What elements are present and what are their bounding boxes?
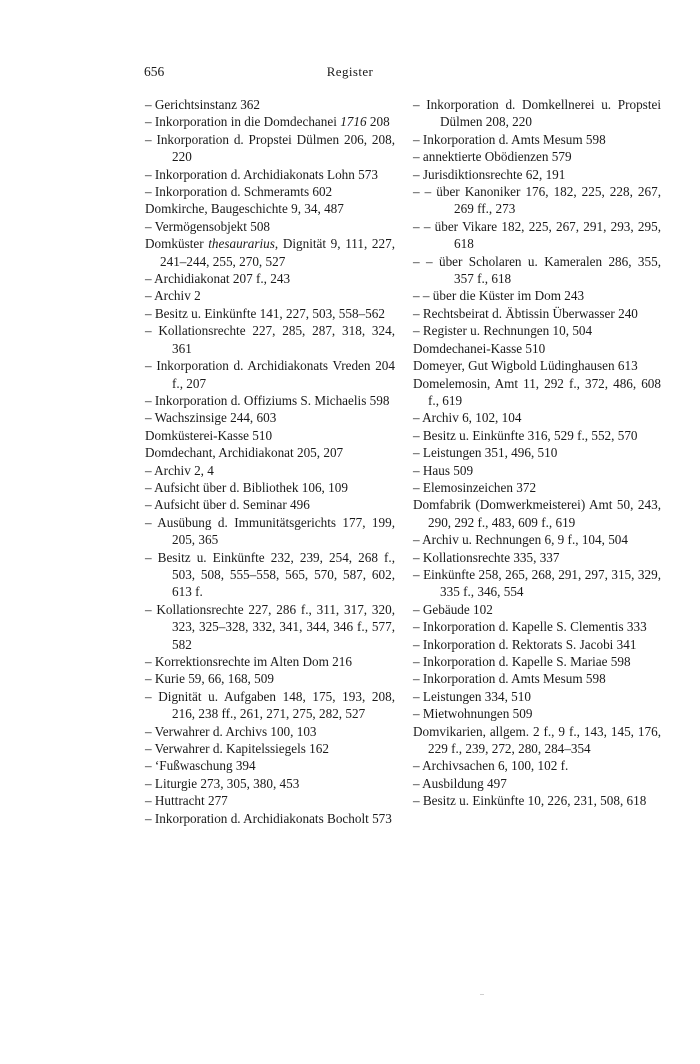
entry-text: – Inkorporation d. Offiziums S. Michaelis 598 bbox=[145, 392, 390, 408]
entry-text: – Kollationsrechte 227, 285, 287, 318, 324, 361 bbox=[145, 323, 395, 356]
entry-text: – Elemosinzeichen 372 bbox=[413, 479, 537, 495]
entry-text: – Wachszinsige 244, 603 bbox=[145, 410, 277, 426]
index-subentry bbox=[145, 496, 395, 513]
index-entry bbox=[145, 200, 395, 217]
index-subentry bbox=[145, 549, 395, 601]
index-subentry bbox=[145, 392, 395, 409]
entry-text: Domküster bbox=[145, 236, 209, 252]
index-subentry bbox=[413, 688, 661, 705]
entry-text: – Inkorporation d. Archidiakonats Lohn 573 bbox=[145, 166, 378, 182]
index-entry bbox=[413, 375, 661, 410]
entry-text: – Inkorporation in die Domdechanei bbox=[145, 114, 341, 130]
entry-text: – Huttracht 277 bbox=[145, 793, 228, 809]
entry-text: – – über Vikare 182, 225, 267, 291, 293, 295, 618 bbox=[413, 218, 661, 252]
entry-text: – annektierte Obödienzen 579 bbox=[413, 149, 572, 165]
index-entry bbox=[413, 496, 661, 531]
entry-text: – Inkorporation d. Archidiakonats Vreden 204 f., 207 bbox=[145, 358, 395, 391]
index-subentry bbox=[145, 479, 395, 496]
entry-text: – Inkorporation d. Kapelle S. Clementis 333 bbox=[413, 619, 647, 635]
index-subentry bbox=[145, 653, 395, 670]
index-subentry bbox=[145, 670, 395, 687]
entry-text: – – über Kanoniker 176, 182, 225, 228, 267, 269 ff., 273 bbox=[413, 184, 661, 217]
entry-text: – Inkorporation d. Kapelle S. Mariae 598 bbox=[413, 654, 631, 669]
index-subentry bbox=[413, 322, 661, 339]
entry-text: – Gerichtsinstanz 362 bbox=[145, 97, 260, 112]
entry-italic-term: thesaurarius bbox=[208, 236, 275, 252]
entry-text: – Inkorporation d. Archidiakonats Bocholt 573 bbox=[145, 810, 392, 826]
running-title: Register bbox=[326, 64, 374, 79]
index-column-right bbox=[413, 96, 661, 810]
index-subentry bbox=[413, 462, 661, 479]
entry-text: – Archiv 2, 4 bbox=[145, 462, 214, 478]
index-subentry bbox=[413, 653, 661, 670]
index-subentry bbox=[413, 479, 661, 496]
index-entry bbox=[413, 340, 661, 357]
index-subentry bbox=[145, 305, 395, 322]
entry-text: – Dignität u. Aufgaben 148, 175, 193, 208, 216, 238 ff., 261, 271, 275, 282, 527 bbox=[145, 688, 395, 722]
index-subentry bbox=[145, 757, 395, 774]
entry-text: – Inkorporation d. Amts Mesum 598 bbox=[413, 131, 606, 147]
entry-text: – Besitz u. Einkünfte 232, 239, 254, 268 f., 503, 508, 555–558, 565, 570, 587, 602, 613 f. bbox=[145, 549, 395, 600]
entry-text: – Rechtsbeirat d. Äbtissin Überwasser 240 bbox=[413, 305, 638, 321]
entry-text: – Inkorporation d. Domkellnerei u. Propstei Dülmen 208, 220 bbox=[413, 97, 661, 130]
entry-text: – Einkünfte 258, 265, 268, 291, 297, 315, 329, 335 f., 346, 554 bbox=[413, 566, 661, 600]
entry-text: – Kollationsrechte 227, 286 f., 311, 317, 320, 323, 325–328, 332, 341, 344, 346 f., 577, 582 bbox=[145, 601, 395, 652]
entry-text: – Aufsicht über d. Bibliothek 106, 109 bbox=[145, 479, 348, 495]
index-subentry bbox=[145, 183, 395, 200]
entry-text: – Leistungen 334, 510 bbox=[413, 688, 531, 704]
entry-text: Domdechant, Archidiakonat 205, 207 bbox=[145, 445, 344, 461]
index-subentry bbox=[145, 96, 395, 113]
index-subentry bbox=[145, 514, 395, 549]
index-subentry bbox=[145, 688, 395, 723]
index-subentry bbox=[145, 792, 395, 809]
entry-text: – Register u. Rechnungen 10, 504 bbox=[413, 323, 593, 339]
index-subentry bbox=[413, 566, 661, 601]
entry-text: – Kurie 59, 66, 168, 509 bbox=[145, 671, 274, 687]
index-subentry bbox=[413, 792, 661, 809]
entry-text: – Ausbildung 497 bbox=[413, 775, 507, 791]
index-subentry bbox=[145, 270, 395, 287]
index-subentry bbox=[413, 636, 661, 653]
index-entry bbox=[413, 723, 661, 758]
index-subentry bbox=[413, 253, 661, 288]
entry-text: – Aufsicht über d. Seminar 496 bbox=[145, 497, 310, 513]
index-subentry bbox=[413, 444, 661, 461]
index-subentry bbox=[145, 723, 395, 740]
index-subentry bbox=[145, 287, 395, 304]
entry-text: – Inkorporation d. Propstei Dülmen 206, 208, 220 bbox=[145, 131, 395, 165]
index-subentry bbox=[413, 131, 661, 148]
index-subentry bbox=[413, 218, 661, 253]
index-subentry bbox=[413, 705, 661, 722]
index-subentry bbox=[413, 409, 661, 426]
entry-text: – Besitz u. Einkünfte 316, 529 f., 552, 570 bbox=[413, 427, 638, 443]
entry-text: – Haus 509 bbox=[413, 462, 474, 478]
index-subentry bbox=[145, 131, 395, 166]
index-subentry bbox=[145, 740, 395, 757]
entry-text: – ‘Fußwaschung 394 bbox=[145, 758, 256, 774]
index-subentry bbox=[413, 305, 661, 322]
index-subentry bbox=[413, 601, 661, 618]
entry-text: – Verwahrer d. Kapitelssiegels 162 bbox=[145, 741, 329, 757]
index-subentry bbox=[413, 287, 661, 304]
entry-text: – Archidiakonat 207 f., 243 bbox=[145, 271, 291, 287]
entry-text: – Liturgie 273, 305, 380, 453 bbox=[145, 775, 300, 791]
index-subentry bbox=[145, 218, 395, 235]
entry-text: – Archivsachen 6, 100, 102 f. bbox=[413, 758, 569, 774]
entry-text: Domvikarien, allgem. 2 f., 9 f., 143, 145, 176, 229 f., 239, 272, 280, 284–354 bbox=[413, 723, 661, 757]
entry-text: – – über Scholaren u. Kameralen 286, 355, 357 f., 618 bbox=[413, 253, 661, 287]
index-subentry bbox=[413, 618, 661, 635]
index-subentry bbox=[145, 113, 395, 130]
index-subentry bbox=[413, 183, 661, 218]
entry-text: – Archiv u. Rechnungen 6, 9 f., 104, 504 bbox=[413, 532, 628, 548]
entry-text: – Verwahrer d. Archivs 100, 103 bbox=[145, 723, 317, 739]
index-subentry bbox=[145, 462, 395, 479]
index-subentry bbox=[145, 409, 395, 426]
index-subentry bbox=[145, 775, 395, 792]
entry-text: – Kollationsrechte 335, 337 bbox=[413, 549, 560, 565]
entry-text: – Besitz u. Einkünfte 10, 226, 231, 508, 618 bbox=[413, 793, 647, 809]
entry-text: Domdechanei-Kasse 510 bbox=[413, 340, 546, 356]
entry-text: – Leistungen 351, 496, 510 bbox=[413, 445, 558, 461]
entry-text: Domfabrik (Domwerkmeisterei) Amt 50, 243, 290, 292 f., 483, 609 f., 619 bbox=[413, 497, 661, 530]
index-subentry bbox=[145, 810, 395, 827]
index-subentry bbox=[413, 775, 661, 792]
index-subentry bbox=[145, 357, 395, 392]
entry-italic-term: 1716 bbox=[340, 114, 367, 130]
page-speck bbox=[480, 994, 484, 995]
index-column-left bbox=[145, 96, 395, 827]
entry-references: 208 bbox=[366, 114, 390, 130]
entry-text: – Korrektionsrechte im Alten Dom 216 bbox=[145, 654, 352, 669]
entry-text: – Besitz u. Einkünfte 141, 227, 503, 558–562 bbox=[145, 305, 385, 321]
entry-text: – Mietwohnungen 509 bbox=[413, 706, 533, 722]
index-subentry bbox=[413, 549, 661, 566]
index-subentry bbox=[413, 757, 661, 774]
entry-text: – Gebäude 102 bbox=[413, 601, 493, 617]
index-subentry bbox=[145, 601, 395, 653]
entry-text: – Ausübung d. Immunitätsgerichts 177, 199, 205, 365 bbox=[145, 514, 395, 548]
index-entry bbox=[145, 235, 395, 270]
entry-text: – Inkorporation d. Amts Mesum 598 bbox=[413, 671, 606, 687]
index-subentry bbox=[145, 166, 395, 183]
index-subentry bbox=[413, 670, 661, 687]
index-subentry bbox=[413, 148, 661, 165]
entry-text: – Inkorporation d. Schmeramts 602 bbox=[145, 184, 333, 200]
index-entry bbox=[145, 444, 395, 461]
index-subentry bbox=[413, 531, 661, 548]
index-subentry bbox=[413, 166, 661, 183]
index-entry bbox=[145, 427, 395, 444]
entry-references: , Dignität 9, 111, 227, 241–244, 255, 270, 527 bbox=[160, 236, 395, 269]
entry-text: Domeyer, Gut Wigbold Lüdinghausen 613 bbox=[413, 358, 638, 374]
page-number: 656 bbox=[144, 64, 165, 79]
entry-text: Domküsterei-Kasse 510 bbox=[145, 427, 273, 443]
entry-text: – Jurisdiktionsrechte 62, 191 bbox=[413, 166, 566, 182]
entry-text: Domelemosin, Amt 11, 292 f., 372, 486, 608 f., 619 bbox=[413, 375, 661, 408]
index-subentry bbox=[413, 96, 661, 131]
page-header bbox=[0, 64, 700, 84]
entry-text: – Archiv 6, 102, 104 bbox=[413, 410, 522, 426]
entry-text: – Vermögensobjekt 508 bbox=[145, 218, 271, 234]
index-entry bbox=[413, 357, 661, 374]
entry-text: – Inkorporation d. Rektorats S. Jacobi 341 bbox=[413, 636, 637, 652]
index-subentry bbox=[145, 322, 395, 357]
index-subentry bbox=[413, 427, 661, 444]
entry-text: – – über die Küster im Dom 243 bbox=[413, 288, 585, 304]
entry-text: – Archiv 2 bbox=[145, 288, 201, 304]
entry-text: Domkirche, Baugeschichte 9, 34, 487 bbox=[145, 201, 344, 217]
